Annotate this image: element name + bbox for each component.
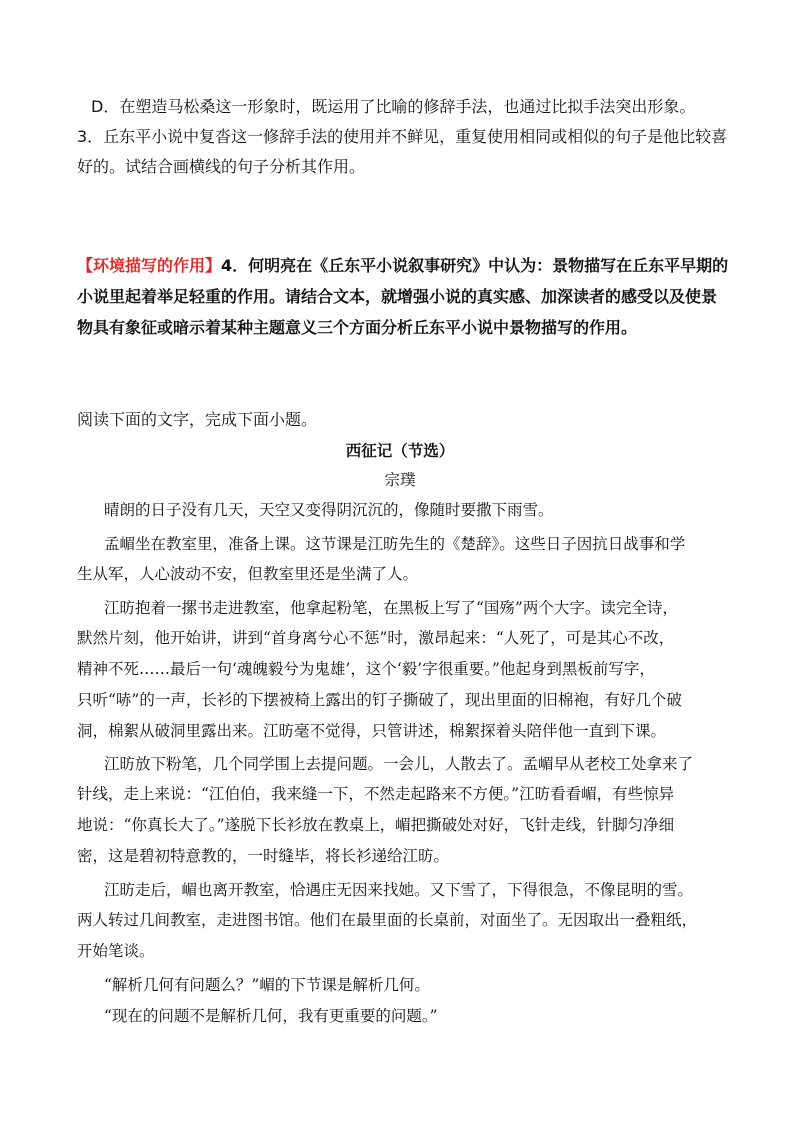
passage-line: 江昉走后，嵋也离开教室，恰遇庄无因来找她。又下雪了，下得很急，不像昆明的雪。: [104, 881, 694, 899]
question-3-line-2: 好的。试结合画横线的句子分析其作用。: [77, 157, 366, 176]
passage-line: 孟嵋坐在教室里，准备上课。这节课是江昉先生的《楚辞》。这些日子因抗日战事和学: [104, 535, 686, 553]
question-4-line-1: [77, 255, 728, 277]
passage-line: 开始笔谈。: [77, 942, 155, 960]
passage-line: “现在的问题不是解析几何，我有更重要的问题。”: [104, 1007, 438, 1025]
passage-line: 只听“哧”的一声，长衫的下摆被椅上露出的钉子撕破了，现出里面的旧棉袍，有好几个破: [77, 691, 682, 709]
passage-line: 洞，棉絮从破洞里露出来。江昉毫不觉得，只管讲述，棉絮探着头陪伴他一直到下课。: [77, 722, 667, 740]
question-2-option-d: D．在塑造马松桑这一形象时，既运用了比喻的修辞手法，也通过比拟手法突出形象。: [91, 97, 696, 116]
passage-line: 两人转过几间教室，走进图书馆。他们在最里面的长桌前，对面坐了。无因取出一叠粗纸，: [77, 911, 698, 929]
passage-line: 精神不死……最后一句‘魂魄毅兮为鬼雄’，这个‘毅’字很重要。”他起身到黑板前写字，: [77, 660, 655, 678]
passage-line: 默然片刻，他开始讲，讲到“首身离兮心不惩”时，激昂起来：“人死了，可是其心不改，: [77, 629, 675, 647]
question-4-line-2: 小说里起着举足轻重的作用。请结合文本，就增强小说的真实感、加深读者的感受以及使景: [77, 287, 718, 306]
passage-line: 针线，走上来说：“江伯伯，我来缝一下，不然走起路来不方便。”江昉看看嵋，有些惊异: [77, 785, 675, 803]
reading-instruction: 阅读下面的文字，完成下面小题。: [77, 410, 318, 429]
question-4-line-3: 物具有象征或暗示着某种主题意义三个方面分析丘东平小说中景物描写的作用。: [77, 318, 638, 337]
passage-line: 晴朗的日子没有几天，天空又变得阴沉沉的，像随时要撒下雨雪。: [104, 501, 554, 519]
passage-title: 西征记（节选）: [345, 441, 455, 460]
passage-line: 密，这是碧初特意教的，一时缝毕，将长衫递给江昉。: [77, 847, 450, 865]
passage-line: 生从军，人心波动不安，但教室里还是坐满了人。: [77, 565, 419, 583]
passage-line: 地说：“你真长大了。”遂脱下长衫放在教桌上，嵋把撕破处对好，飞针走线，针脚匀净细: [77, 816, 675, 834]
passage-line: “解析几何有问题么？”嵋的下节课是解析几何。: [104, 976, 430, 994]
passage-line: 江昉放下粉笔，几个同学围上去提问题。一会儿，人散去了。孟嵋早从老校工处拿来了: [104, 755, 694, 773]
question-4-tag: 【环境描写的作用】: [77, 256, 222, 275]
passage-line: 江昉抱着一摞书走进教室，他拿起粉笔，在黑板上写了“国殇”两个大字。读完全诗，: [104, 599, 678, 617]
passage-author: 宗璞: [384, 471, 416, 489]
question-4-text: 4．何明亮在《丘东平小说叙事研究》中认为：景物描写在丘东平早期的: [221, 256, 729, 275]
question-3-line-1: 3．丘东平小说中复沓这一修辞手法的使用并不鲜见，重复使用相同或相似的句子是他比较喜: [77, 127, 728, 146]
